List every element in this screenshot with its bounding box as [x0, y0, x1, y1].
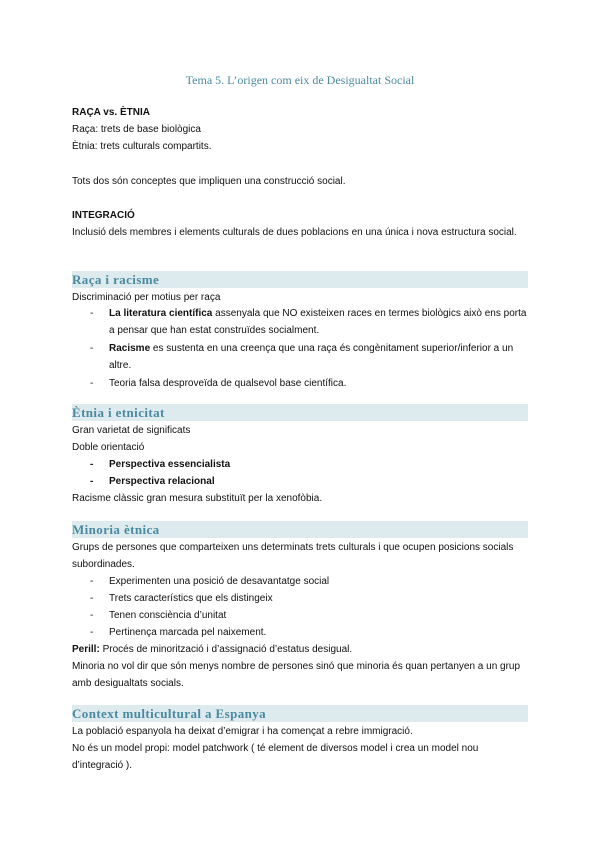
context-line-2: No és un model propi: model patchwork ( té element de diversos model i crea un model nou d’integració ).	[72, 743, 479, 771]
etnia-line-2: Doble orientació	[72, 442, 145, 453]
etnia-line-1: Gran varietat de significats	[72, 425, 191, 436]
minoria-closing: Minoria no vol dir que són menys nombre de persones sinó que minoria és quan pertanyen a un grup amb desigualtats socials.	[72, 661, 521, 689]
section-heading-context: Context multicultural a Espanya	[72, 705, 528, 722]
perill-line: Perill: Procés de minorització i d’assignació d’estatus desigual.	[72, 644, 353, 655]
integracio-text: Inclusió dels membres i elements culturals de dues poblacions en una única i nova estructura social.	[72, 227, 517, 238]
raca-racisme-intro: Discriminació per motius per raça	[72, 292, 221, 303]
raca-definition: Raça: trets de base biològica	[72, 124, 201, 135]
document-title: Tema 5. L’origen com eix de Desigualtat Social	[185, 73, 415, 87]
integracio-heading: INTEGRACIÓ	[72, 210, 135, 221]
etnia-closing: Racisme clàssic gran mesura substituït per la xenofòbia.	[72, 493, 323, 504]
raca-etnia-heading: RAÇA vs. ÈTNIA	[72, 107, 150, 118]
section-heading-etnia-etnicitat: Ètnia i etnicitat	[72, 404, 528, 421]
context-line-1: La població espanyola ha deixat d’emigrar i ha començat a rebre immigració.	[72, 726, 413, 737]
etnia-definition: Ètnia: trets culturals compartits.	[72, 141, 212, 152]
minoria-intro: Grups de persones que comparteixen uns determinats trets culturals i que ocupen posicions socials subordinades.	[72, 542, 514, 570]
document-page: Tema 5. L’origen com eix de Desigualtat Social RAÇA vs. ÈTNIA Raça: trets de base biològica Ètnia: trets culturals compartits. Tots dos són conceptes que impliquen una construcció social. INTEGRACIÓ Inclusió dels membres i elements culturals de dues poblacions en una única i nova estructura social. Raça i racisme Discriminació per motius per raça - La literatura científica assenyala que NO existeixen races en termes biològics això ens porta a pensar que han estat construïdes socialment. - Racisme es sustenta en una creença que una raça és congènitament superior/inferior a un altre. - Teoria falsa desproveïda de qualsevol base científica. Ètnia i etnicitat Gran varietat de significats Doble orientació - Perspectiva essencialista - Perspectiva relacional Racisme clàssic gran mesura substituït per la xenofòbia. Minoria ètnica Grups de persones que comparteixen uns determinats trets culturals i que ocupen posicions socials subordinades. - Experimenten una posició de desavantatge social - Trets característics que els distingeix - Tenen consciència d’unitat - Pertinença marcada pel naixement. Perill: Procés de minorització i d’assignació d’estatus desigual. Minoria no vol dir que són menys nombre de persones sinó que minoria és quan pertanyen a un grup amb desigualtats socials. Context multicultural a Espanya La població espanyola ha deixat d’emigrar i ha començat a rebre immigració. No és un model propi: model patchwork ( té element de diversos model i crea un model nou d’integració ).	[0, 0, 600, 848]
social-construction-note: Tots dos són conceptes que impliquen una construcció social.	[72, 176, 346, 187]
section-heading-minoria: Minoria ètnica	[72, 521, 528, 538]
section-heading-raca-racisme: Raça i racisme	[72, 271, 528, 288]
